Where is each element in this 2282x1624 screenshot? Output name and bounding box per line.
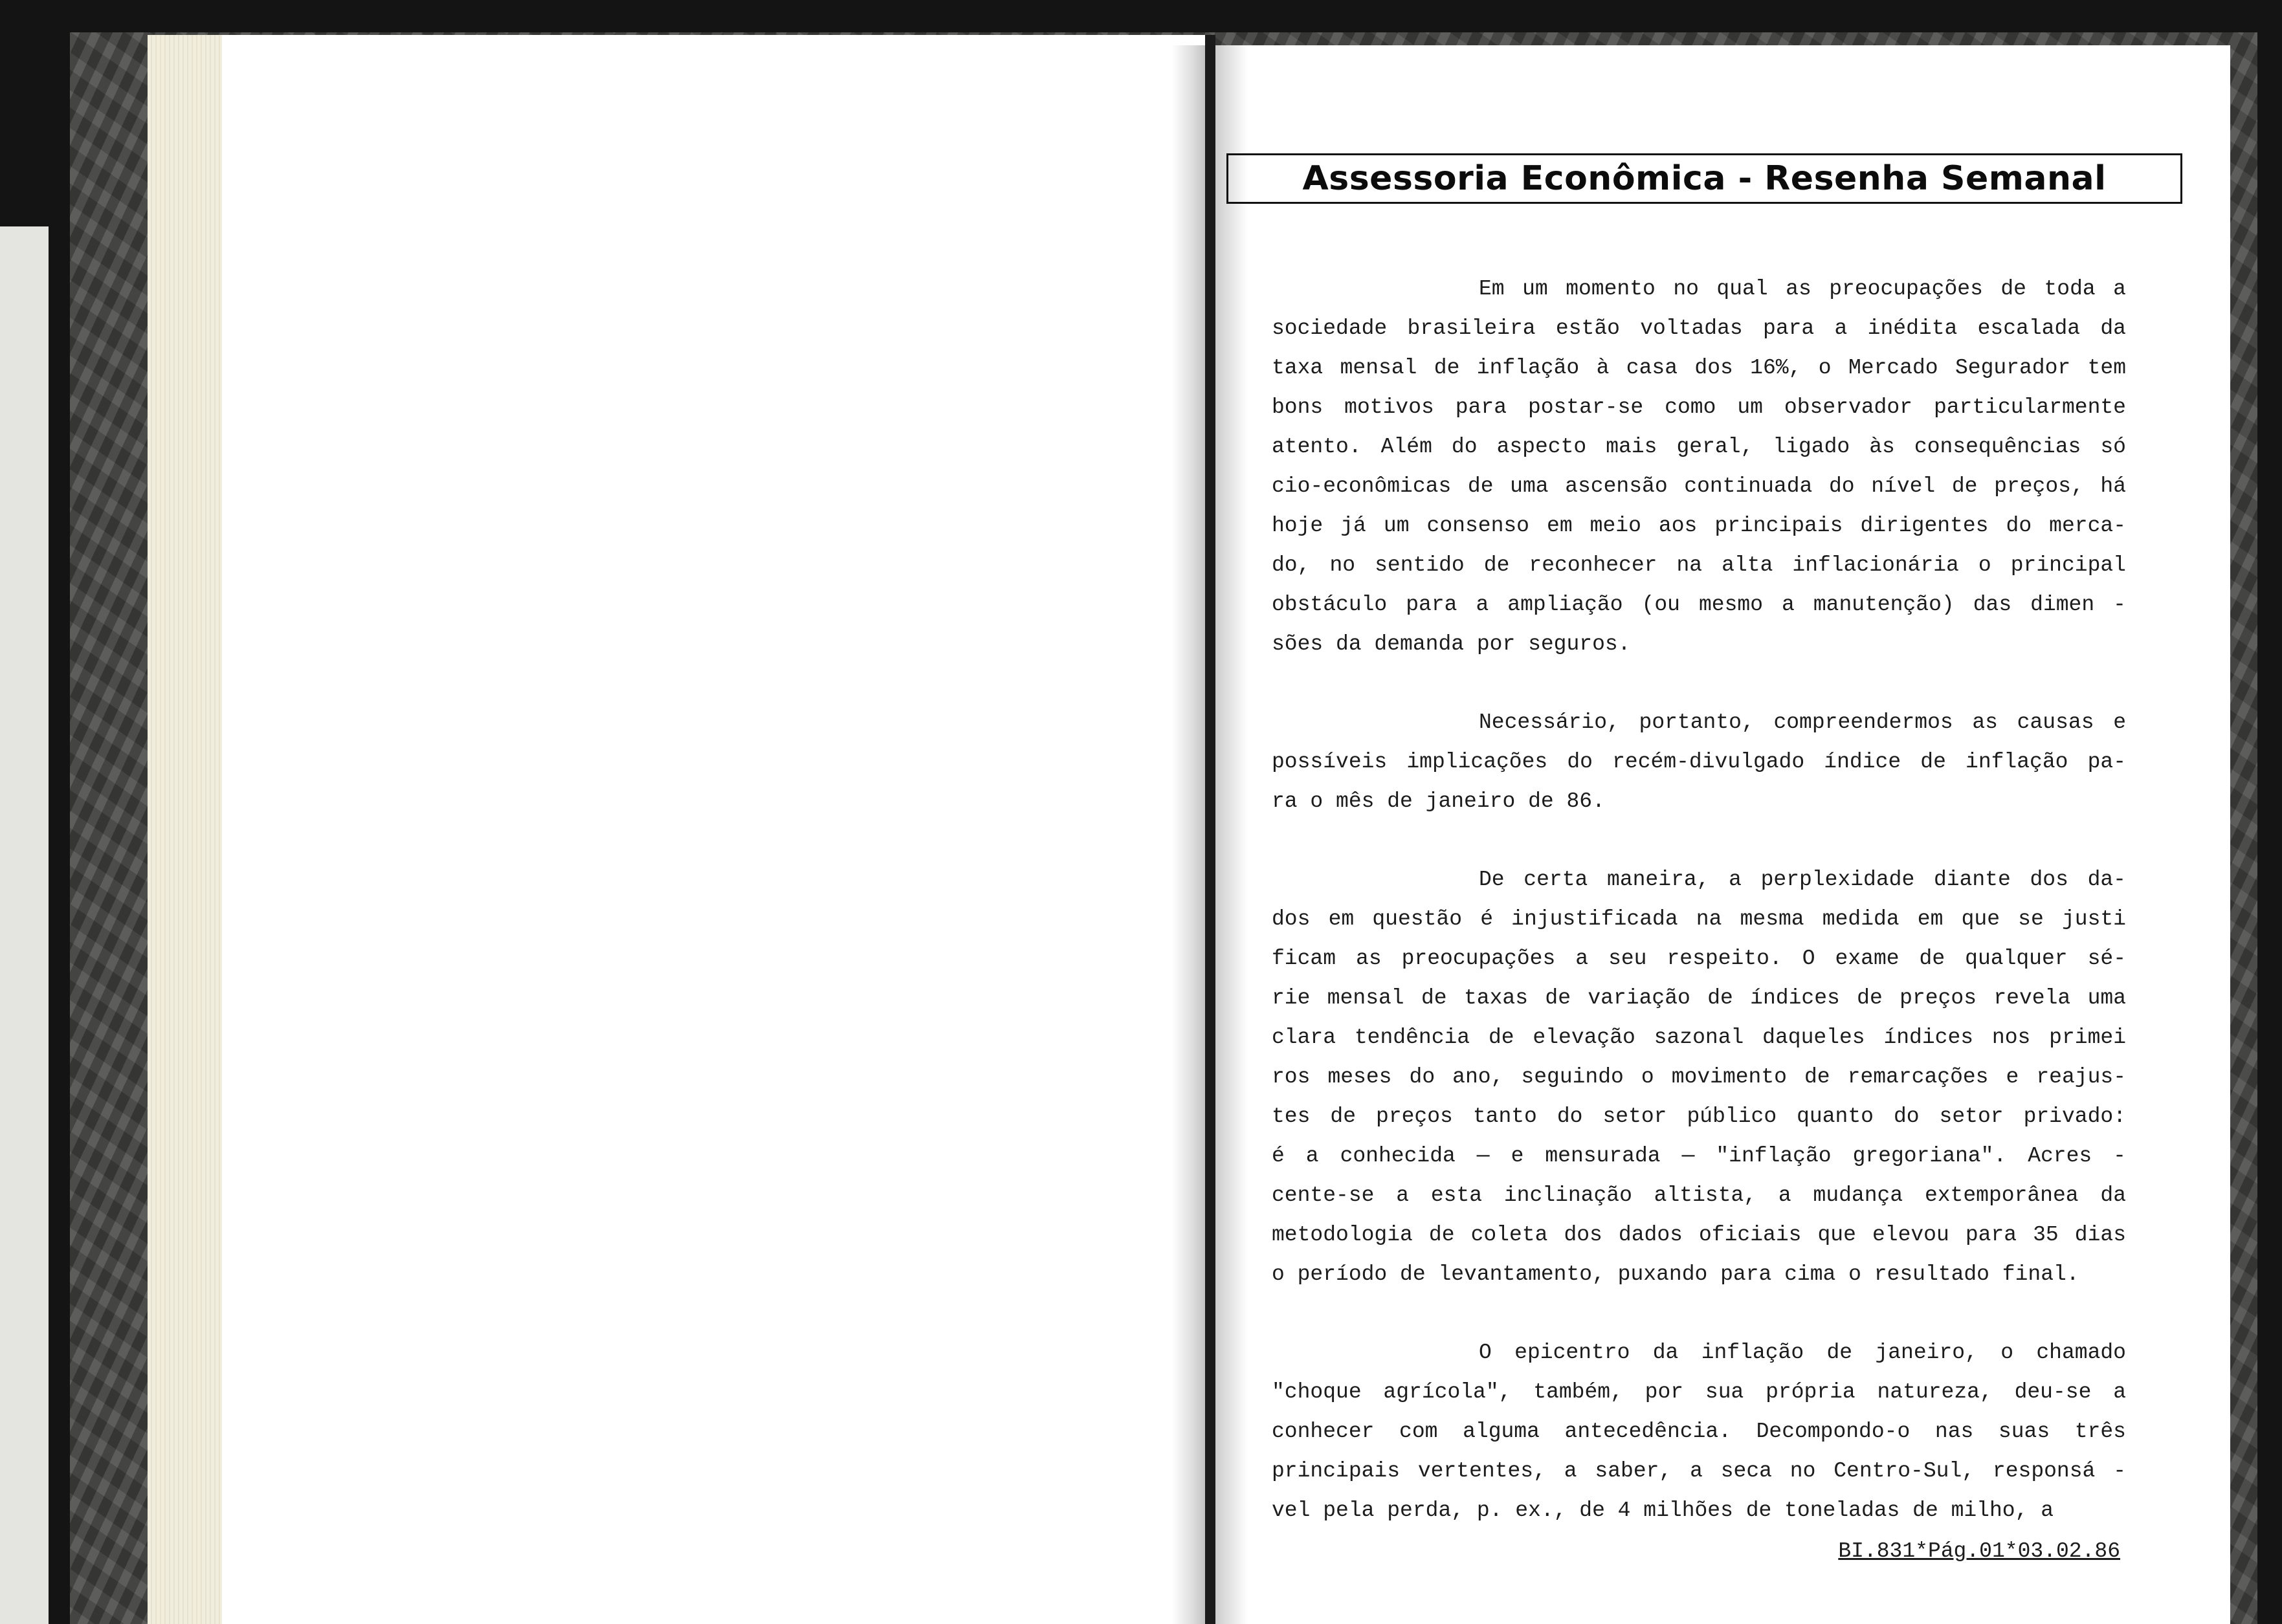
- text-line: ficam as preocupações a seu respeito. O exame de qualquer sé-: [1272, 947, 2126, 971]
- text-line: metodologia de coleta dos dados oficiais que elevou para 35 dias: [1272, 1223, 2126, 1247]
- text-line: bons motivos para postar-se como um observador particularmente: [1272, 395, 2126, 419]
- text-line: cio-econômicas de uma ascensão continuada do nível de preços, há: [1272, 474, 2126, 498]
- article-body: [1272, 269, 2126, 1569]
- book-spine: [1205, 35, 1215, 1624]
- text-line: dos em questão é injustificada na mesma medida em que se justi: [1272, 907, 2126, 931]
- text-line: vel pela perda, p. ex., de 4 milhões de toneladas de milho, a: [1272, 1498, 2054, 1522]
- scan-bed-ledge: [0, 226, 49, 1624]
- newsletter-header: [1226, 153, 2182, 204]
- text-line: clara tendência de elevação sazonal daqueles índices nos primei: [1272, 1026, 2126, 1049]
- text-line: taxa mensal de inflação à casa dos 16%, o Mercado Segurador tem: [1272, 356, 2126, 380]
- left-page-blank: [148, 35, 1209, 1624]
- text-line: sões da demanda por seguros.: [1272, 632, 1631, 656]
- text-line: ros meses do ano, seguindo o movimento de remarcações e reajus-: [1272, 1065, 2126, 1089]
- article-paragraph: [1272, 860, 2126, 1294]
- text-line: é a conhecida — e mensurada — "inflação gregoriana". Acres -: [1272, 1144, 2126, 1168]
- article-paragraph: [1272, 703, 2126, 821]
- article-paragraph: [1272, 1333, 2126, 1530]
- text-line: atento. Além do aspecto mais geral, ligado às consequências só: [1272, 435, 2126, 459]
- text-line: De certa maneira, a perplexidade diante dos da-: [1479, 868, 2126, 892]
- newsletter-title: Assessoria Econômica - Resenha Semanal: [1302, 159, 2107, 198]
- text-line: Necessário, portanto, compreendermos as causas e: [1479, 710, 2126, 734]
- page-reference: BI.831*Pág.01*03.02.86: [1838, 1539, 2120, 1563]
- text-line: Em um momento no qual as preocupações de toda a: [1479, 277, 2126, 301]
- text-line: "choque agrícola", também, por sua própria natureza, deu-se a: [1272, 1380, 2126, 1404]
- text-line: possíveis implicações do recém-divulgado índice de inflação pa-: [1272, 750, 2126, 774]
- text-line: conhecer com alguma antecedência. Decompondo-o nas suas três: [1272, 1420, 2126, 1443]
- text-line: hoje já um consenso em meio aos principais dirigentes do merca-: [1272, 514, 2126, 538]
- text-line: principais vertentes, a saber, a seca no Centro-Sul, responsá -: [1272, 1459, 2126, 1483]
- text-line: do, no sentido de reconhecer na alta inflacionária o principal: [1272, 553, 2126, 577]
- text-line: ra o mês de janeiro de 86.: [1272, 789, 1605, 813]
- right-page-gutter-shadow: [1215, 45, 1248, 1624]
- article-paragraph: [1272, 269, 2126, 664]
- text-line: rie mensal de taxas de variação de índices de preços revela uma: [1272, 986, 2126, 1010]
- text-line: obstáculo para a ampliação (ou mesmo a manutenção) das dimen -: [1272, 593, 2126, 617]
- text-line: O epicentro da inflação de janeiro, o chamado: [1479, 1341, 2126, 1365]
- text-line: tes de preços tanto do setor público quanto do setor privado:: [1272, 1104, 2126, 1128]
- text-line: o período de levantamento, puxando para cima o resultado final.: [1272, 1262, 2079, 1286]
- text-line: cente-se a esta inclinação altista, a mudança extemporânea da: [1272, 1183, 2126, 1207]
- text-line: sociedade brasileira estão voltadas para a inédita escalada da: [1272, 316, 2126, 340]
- left-page-gutter-shadow: [1171, 45, 1209, 1624]
- left-page-edges: [148, 35, 222, 1624]
